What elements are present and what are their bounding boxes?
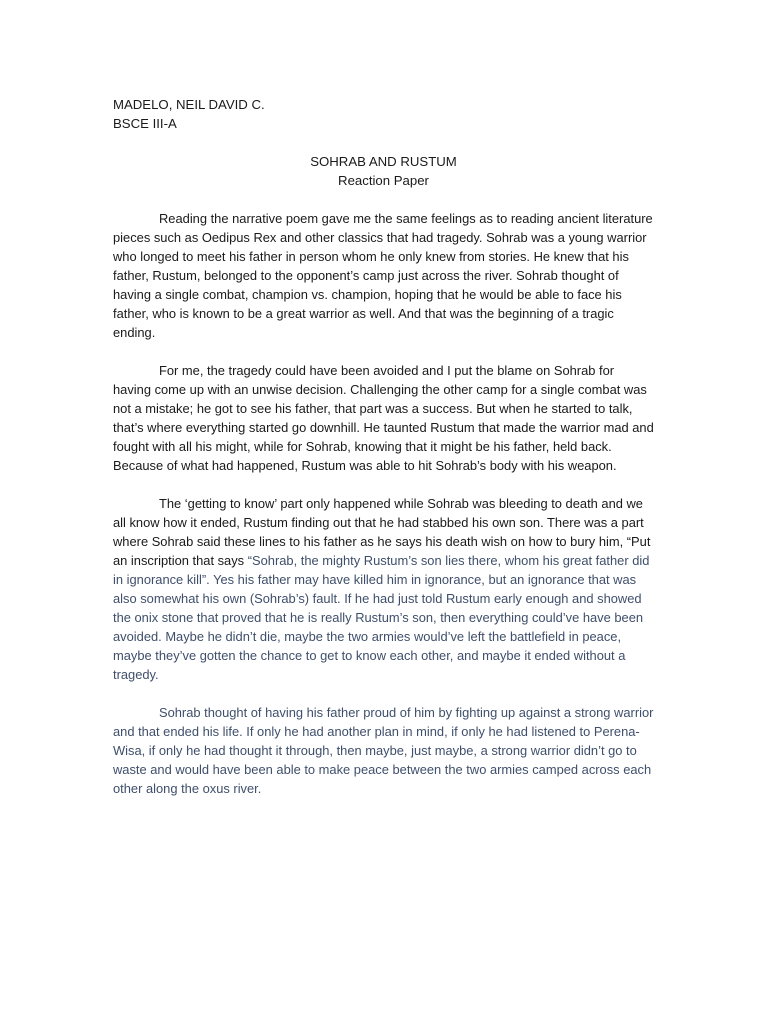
- document-title: SOHRAB AND RUSTUM: [310, 154, 457, 169]
- title-block: [113, 152, 654, 190]
- paragraph-2: For me, the tragedy could have been avoided and I put the blame on Sohrab for having come up with an unwise decision. Challenging the other camp for a single combat was not a mistake; he got to see his father, that part was a success. But when he started to talk, that’s where everything started go downhill. He taunted Rustum that made the warrior mad and fought with all his might, while for Sohrab, knowing that it might be his father, held back. Because of what had happened, Rustum was able to hit Sohrab’s body with his weapon.: [113, 363, 654, 473]
- document-body: [113, 209, 654, 817]
- paragraph-3: [113, 494, 654, 684]
- paragraph-1: Reading the narrative poem gave me the same feelings as to reading ancient literature pieces such as Oedipus Rex and other classics that had tragedy. Sohrab was a young warrior who longed to meet his father in person whom he only knew from stories. He knew that his father, Rustum, belonged to the opponent’s camp just across the river. Sohrab thought of having a single combat, champion vs. champion, hoping that he would be able to face his father, who is known to be a great warrior as well. And that was the beginning of a tragic ending.: [113, 211, 653, 340]
- paragraph-3-lead: The ‘getting to know’ part only happened while Sohrab was bleeding to death and we all know how it ended, Rustum finding out that he had stabbed his own son. There was a part where Sohrab said these lines to his father as he says his death wish on how to bury him, “Put an inscription that says: [113, 496, 651, 568]
- author-header: [113, 95, 265, 133]
- author-name: MADELO, NEIL DAVID C.: [113, 97, 265, 112]
- paragraph-3-quote: “Sohrab, the mighty Rustum’s son lies there, whom his great father did in ignorance kill”. Yes his father may have killed him in ignorance, but an ignorance that was also somewhat his own (Sohrab’s) fault. If he had just told Rustum early enough and showed the onix stone that proved that he is really Rustum’s son, then everything could’ve have been avoided. Maybe he didn’t die, maybe the two armies would’ve left the battlefield in peace, maybe they’ve gotten the chance to get to know each other, and maybe it ended without a tragedy.: [113, 553, 650, 682]
- paragraph-4: Sohrab thought of having his father proud of him by fighting up against a strong warrior and that ended his life. If only he had another plan in mind, if only he had listened to Perena-Wisa, if only he had thought it through, then maybe, just maybe, a strong warrior didn’t go to waste and would have been able to make peace between the two armies camped across each other along the oxus river.: [113, 705, 654, 796]
- document-subtitle: Reaction Paper: [338, 173, 429, 188]
- author-section: BSCE III-A: [113, 116, 177, 131]
